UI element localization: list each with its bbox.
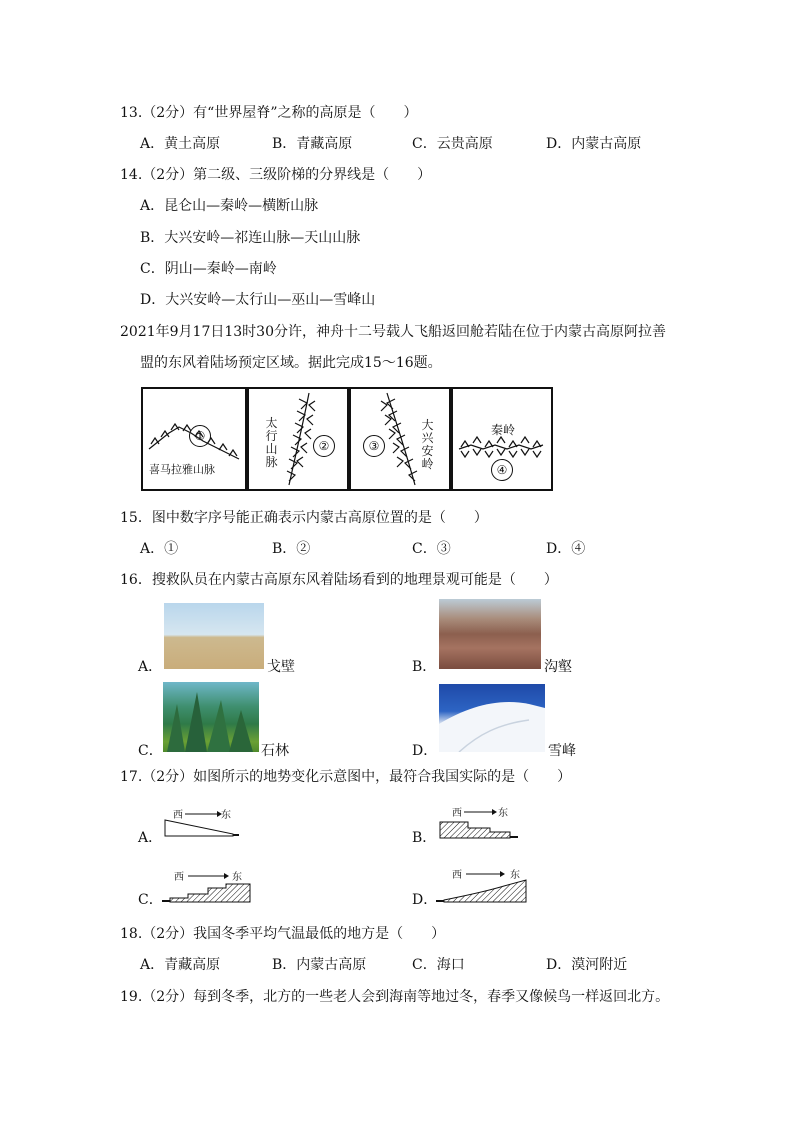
q14-option-d[interactable]: D．大兴安岭—太行山—巫山—雪峰山 [140,292,376,308]
q13-stem: 13.（2分）有“世界屋脊”之称的高原是（ ） [120,105,418,121]
q13-option-c[interactable]: C．云贵高原 [412,136,493,152]
q16-option-a-letter[interactable]: A． [138,659,163,675]
map-number-2: ② [313,435,335,457]
q14-option-b[interactable]: B．大兴安岭—祁连山脉—天山山脉 [140,230,361,246]
map-number-1: ① [189,425,211,447]
east-label: 东 [510,870,520,881]
east-label: 东 [232,872,242,883]
q18-option-b[interactable]: B．内蒙古高原 [272,957,367,973]
q17-option-d-letter[interactable]: D． [412,892,438,908]
q13-option-b[interactable]: B．青藏高原 [272,136,353,152]
intro-line-1: 2021年9月17日13时30分许，神舟十二号载人飞船返回舱若陆在位于内蒙古高原阿拉善 [120,324,666,340]
peak-shapes [163,682,259,752]
map-panel-1 [141,387,247,491]
q15-option-d[interactable]: D．④ [546,541,586,557]
q17-profile-a[interactable] [163,806,243,846]
q15-option-c[interactable]: C．③ [412,541,451,557]
map-label-4: 秦岭 [491,423,516,437]
west-label: 西 [452,808,462,819]
q19-stem: 19.（2分）每到冬季，北方的一些老人会到海南等地过冬，春季又像候鸟一样返回北方。 [120,989,670,1005]
gully-photo[interactable] [439,599,541,669]
map-number-3: ③ [363,435,385,457]
q16-caption-d: 雪峰 [548,743,576,759]
terrain-profile-b [438,804,522,844]
snow-peak-photo[interactable] [439,684,545,752]
map-panel-4 [451,387,553,491]
q16-option-c-letter[interactable]: C． [138,743,163,759]
q18-option-a[interactable]: A．青藏高原 [140,957,221,973]
map-number-4: ④ [491,459,513,481]
q16-option-d-letter[interactable]: D． [412,743,438,759]
q15-stem: 15．图中数字序号能正确表示内蒙古高原位置的是（ ） [120,510,488,526]
q13-option-d[interactable]: D．内蒙古高原 [546,136,642,152]
q17-option-c-letter[interactable]: C． [138,892,163,908]
map-label-1: 喜马拉雅山脉 [149,463,215,476]
q13-option-a[interactable]: A．黄土高原 [140,136,221,152]
q16-stem: 16．搜救队员在内蒙古高原东风着陆场看到的地理景观可能是（ ） [120,572,558,588]
q17-profile-c[interactable] [160,866,252,906]
map-panel-2 [247,387,349,491]
q16-caption-c: 石林 [261,743,289,759]
west-label: 西 [173,810,183,821]
q17-option-a-letter[interactable]: A． [138,830,163,846]
map-label-2: 太行山脉 [265,416,278,469]
q17-option-b-letter[interactable]: B． [412,830,437,846]
q18-option-c[interactable]: C．海口 [412,957,465,973]
q17-profile-d[interactable] [434,864,528,906]
q18-option-d[interactable]: D．漠河附近 [546,957,628,973]
stone-forest-photo[interactable] [163,682,259,752]
snow-slope [439,684,545,752]
q15-option-a[interactable]: A．① [140,541,179,557]
q16-caption-b: 沟壑 [544,659,572,675]
q17-profile-b[interactable] [438,804,522,844]
intro-line-2: 盟的东风着陆场预定区域。据此完成15～16题。 [140,355,442,371]
q16-option-b-letter[interactable]: B． [412,659,437,675]
q16-caption-a: 戈壁 [267,659,295,675]
east-label: 东 [498,808,508,819]
q14-stem: 14.（2分）第二级、三级阶梯的分界线是（ ） [120,167,432,183]
q15-option-b[interactable]: B．② [272,541,311,557]
q17-stem: 17.（2分）如图所示的地势变化示意图中，最符合我国实际的是（ ） [120,769,572,785]
west-label: 西 [452,870,462,881]
q14-option-c[interactable]: C．阴山—秦岭—南岭 [140,261,277,277]
map-panel-3 [349,387,451,491]
map-label-3: 大兴安岭 [421,418,434,471]
q18-stem: 18.（2分）我国冬季平均气温最低的地方是（ ） [120,926,446,942]
q14-option-a[interactable]: A．昆仑山—秦岭—横断山脉 [140,198,319,214]
east-label: 东 [221,810,231,821]
gobi-photo[interactable] [164,603,264,669]
west-label: 西 [174,872,184,883]
